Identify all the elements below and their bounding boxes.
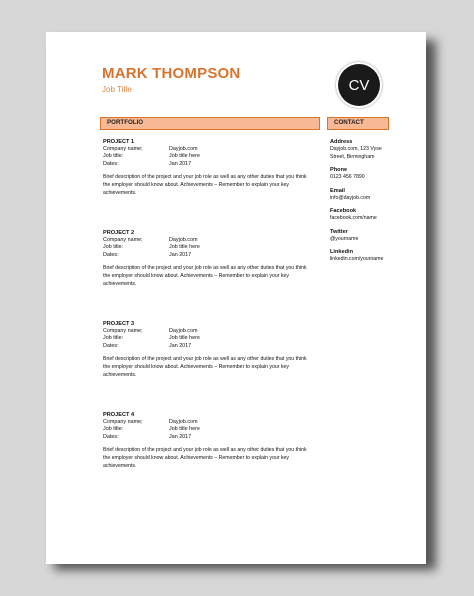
company-label: Company name;: [103, 237, 143, 243]
project-item: [103, 412, 315, 503]
project-description: Brief description of the project and your job role as well as any other duties that you think the employer should know about. Achievements – Remember to explain your key achievements.: [103, 446, 307, 469]
dates-label: Dates:: [103, 160, 119, 167]
contact-details: [330, 138, 410, 269]
project-job-row: [103, 244, 315, 251]
job-label: Job title:: [103, 244, 124, 251]
job-value: Job title here: [169, 426, 200, 433]
contact-address: [330, 138, 410, 161]
contact-email: [330, 187, 410, 203]
project-job-row: [103, 335, 315, 342]
email-value: info@dayjob.com: [330, 194, 371, 201]
portfolio-heading: PORTFOLIO: [100, 117, 320, 130]
project-company-row: [103, 419, 315, 426]
job-label: Job title:: [103, 153, 124, 160]
contact-phone: [330, 166, 410, 182]
company-value: Dayjob.com: [169, 146, 198, 152]
facebook-label: Facebook: [330, 208, 357, 214]
job-label: Job title:: [103, 335, 124, 342]
address-line-2: Street, Birmingham: [330, 153, 375, 160]
project-description: Brief description of the project and your job role as well as any other duties that you think the employer should know about. Achievements – Remember to explain your key achievements.: [103, 355, 307, 378]
project-job-row: [103, 153, 315, 160]
project-dates-row: [103, 252, 315, 259]
project-item: [103, 321, 315, 412]
project-dates-row: [103, 161, 315, 168]
dates-label: Dates:: [103, 433, 119, 440]
project-company-row: [103, 146, 315, 153]
cv-badge: [336, 62, 382, 108]
linkedin-label: Linkedin: [330, 249, 353, 255]
contact-twitter: [330, 228, 410, 244]
cv-page: [46, 32, 426, 564]
dates-value: Jan 2017: [169, 251, 192, 258]
dates-value: Jan 2017: [169, 342, 192, 349]
job-value: Job title here: [169, 153, 200, 160]
job-value: Job title here: [169, 335, 200, 342]
project-title: PROJECT 3: [103, 321, 135, 327]
dates-value: Jan 2017: [169, 160, 192, 167]
project-title: PROJECT 2: [103, 230, 135, 236]
phone-value: 0123 456 7890: [330, 174, 365, 180]
project-description: Brief description of the project and your job role as well as any other duties that you think the employer should know about. Achievements – Remember to explain your key achievements.: [103, 173, 307, 196]
company-label: Company name;: [103, 419, 143, 425]
project-dates-row: [103, 343, 315, 350]
contact-linkedin: [330, 248, 410, 264]
facebook-value: facebook.com/name: [330, 215, 377, 221]
project-company-row: [103, 328, 315, 335]
dates-value: Jan 2017: [169, 433, 192, 440]
email-label: Email: [330, 187, 345, 194]
address-line-1: Dayjob.com, 123 Vyse: [330, 146, 382, 152]
project-title: PROJECT 4: [103, 412, 135, 418]
twitter-value: @yourname: [330, 235, 359, 242]
dates-label: Dates:: [103, 251, 119, 258]
cv-badge-label: CV: [338, 64, 380, 106]
linkedin-value: linkedin.com/yourname: [330, 256, 384, 262]
company-value: Dayjob.com: [169, 419, 198, 425]
job-label: Job title:: [103, 426, 124, 433]
project-company-row: [103, 237, 315, 244]
project-item: [103, 230, 315, 321]
phone-label: Phone: [330, 167, 348, 173]
company-value: Dayjob.com: [169, 328, 198, 334]
company-label: Company name;: [103, 328, 143, 334]
project-dates-row: [103, 434, 315, 441]
project-job-row: [103, 426, 315, 433]
address-label: Address: [330, 139, 353, 145]
contact-heading: CONTACT: [327, 117, 389, 130]
company-label: Company name;: [103, 146, 143, 152]
project-item: [103, 139, 315, 230]
company-value: Dayjob.com: [169, 237, 198, 243]
project-title: PROJECT 1: [103, 139, 135, 145]
contact-facebook: [330, 207, 410, 223]
project-description: Brief description of the project and your job role as well as any other duties that you think the employer should know about. Achievements – Remember to explain your key achievements.: [103, 264, 307, 287]
candidate-name: MARK THOMPSON: [102, 65, 241, 82]
projects-list: [103, 139, 315, 503]
twitter-label: Twitter: [330, 228, 348, 235]
job-title: Job Title: [102, 85, 132, 94]
dates-label: Dates:: [103, 342, 119, 349]
job-value: Job title here: [169, 244, 200, 251]
